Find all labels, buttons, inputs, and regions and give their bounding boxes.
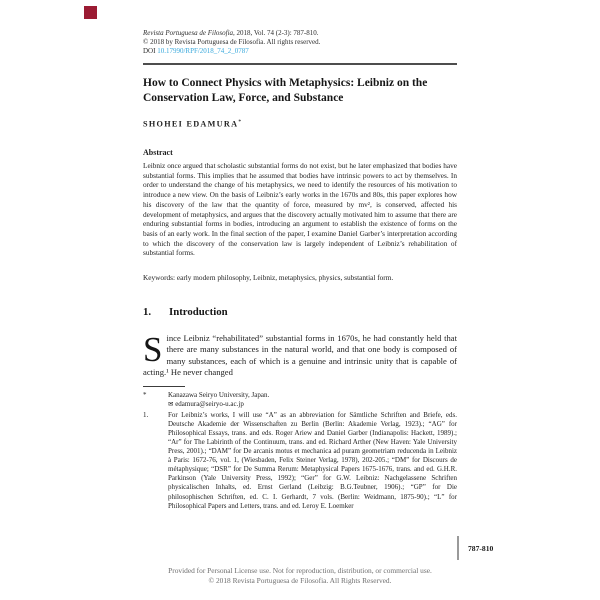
page-range-text: 787-810 (468, 543, 494, 553)
intro-text: ince Leibniz “rehabilitated” substantial forms in 1670s, he had constantly held that there are many substances in the natural world, and that one body is composed of many substances, each of which is a genuine and intrinsic unity that is capable of acting.¹ He never changed (143, 333, 457, 378)
journal-citation-line (143, 29, 457, 38)
author-name (143, 119, 457, 129)
footnote-affiliation (143, 391, 457, 409)
section-title: Introduction (169, 306, 228, 318)
doi-link[interactable]: 10.17990/RPF/2018_74_2_0787 (157, 46, 249, 55)
footnote-1-text: For Leibniz’s works, I will use “A” as an abbreviation for Sämtliche Schriften and Briefe, eds. Deutsche Akademie der Wissenschaften zu Berlin (Berlin: Akademie Verlag, 1923).; “AG” for Philosophical Essays, trans. and eds. Roger Ariew and Daniel Garber (Indianapolis: Hackett, 1989).; “Ar” for The Labirinth of the Continuum, trans. and ed. Richard Arther (New Haven: Yale University Press, 2001).; “DAM” for De arcanis motus et mechanica ad puram geometriam reducenda in Leibniz à Paris: 1672-76, vol. 1, (Wiesbaden, Felix Steiner Verlag, 1978), 202-205.; “DM” for Discours de métaphysique; “DSR” for De Summa Rerum: Metaphysical Papers 1675-1676, trans. and ed. G.H.R. Parkinson (Yale University Press, 1992); “Ger” for G.W. Leibniz: Nachgelassene Schriften physicalischen Inhalts, ed. Ernst Gerland (Leibzig: B.G.Teubner, 1906).; “GP” for Die philosophischen Schriften, ed. C. I. Gerhardt, 7 vols. (Berlin: Weidmann, 1875-90).; “L” for Philosophical Papers and Letters, trans. and ed. Leroy E. Loemker (168, 411, 457, 510)
page-range-badge (457, 536, 493, 560)
page-title-line-1: How to Connect Physics with Metaphysics: Leibniz on the (143, 77, 428, 89)
affiliation-line: Kanazawa Seiryo University, Japan. (168, 391, 270, 399)
footer-license-line: Provided for Personal License use. Not for reproduction, distribution, or commercial use. (168, 566, 432, 575)
doi-label: DOI (143, 46, 156, 55)
footer-copyright-line: © 2018 Revista Portuguesa de Filosofia. All Rights Reserved. (208, 576, 392, 585)
abstract-heading: Abstract (143, 148, 173, 157)
journal-header (143, 29, 457, 55)
keywords-line: Keywords: early modern philosophy, Leibniz, metaphysics, physics, substantial form. (143, 273, 394, 282)
section-number: 1. (143, 306, 152, 318)
footnote-1 (143, 411, 457, 511)
page-footer (143, 566, 457, 586)
affiliation-text (168, 391, 457, 409)
author-name-text: SHOHEI EDAMURA (143, 119, 239, 129)
footnote-marker-1: 1. (143, 411, 149, 420)
header-rule (143, 63, 457, 65)
abstract-text: Leibniz once argued that scholastic substantial forms do not exist, but he later emphasized that bodies have substantial forms. This implies that he assumed that bodies have intrinsic powers to act by themselves. In order to understand the change of his metaphysics, we need to identify the resources of his motivation to introduce a new view. On the basis of Leibniz’s early works in the 1670s and 80s, this paper explores how his discovery of the law that the quantity of force, measured by mv², is conserved, affected his development of metaphysics, and argues that the discovery actually motivated him to assume that there are enduring substantial forms in bodies, introducing an argument to establish the existence of forms on the basis of an early work. In the final section of the paper, I examine Daniel Garber’s interpretation according to which the discovery of the conservation law is largely independent of Leibniz’s rehabilitation of substantial forms. (143, 161, 457, 258)
copyright-line: © 2018 by Revista Portuguesa de Filosofia. All rights reserved. (143, 37, 321, 46)
footnote-divider (143, 386, 185, 387)
footnote-marker-asterisk: * (143, 391, 147, 399)
journal-brand-badge (84, 6, 97, 19)
footnotes (143, 391, 457, 513)
doi-line (143, 47, 457, 56)
author-footnote-mark: * (238, 119, 242, 125)
section-heading (143, 306, 457, 318)
drop-cap: S (143, 330, 163, 369)
email-icon: ✉ (168, 400, 174, 409)
email-link[interactable]: edamura@seiryo-u.ac.jp (175, 400, 244, 409)
page-title-line-2: Conservation Law, Force, and Substance (143, 92, 344, 104)
journal-name: Revista Portuguesa de Filosofia (143, 29, 234, 37)
citation-rest: , 2018, Vol. 74 (2-3): 787-810. (233, 29, 319, 37)
intro-paragraph (143, 330, 457, 379)
page-title (143, 76, 457, 106)
